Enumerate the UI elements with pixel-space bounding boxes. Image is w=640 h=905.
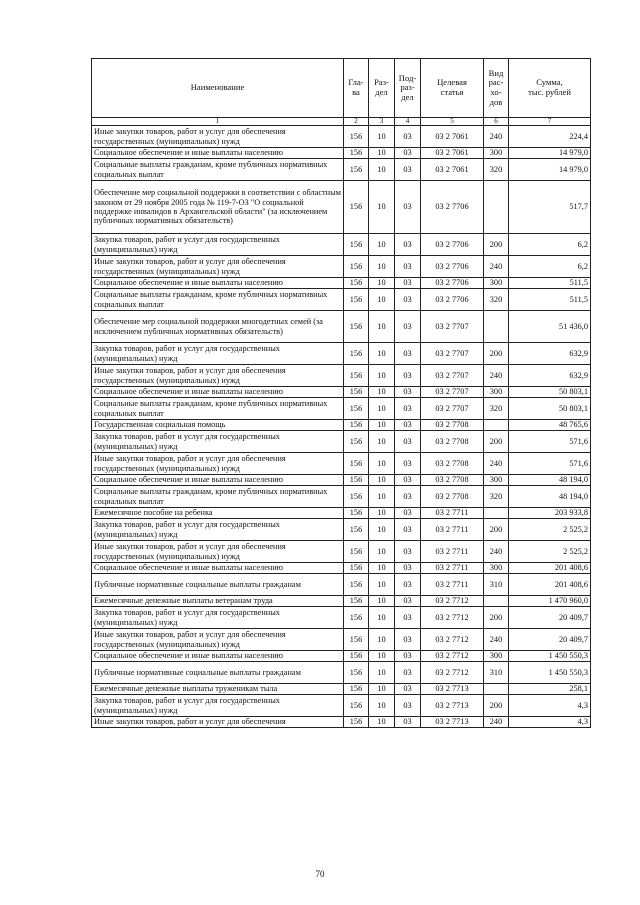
column-number-row [92, 118, 591, 126]
cell-razdel: 10 [369, 607, 395, 629]
cell-podrazdel: 03 [395, 278, 421, 289]
table-row [92, 596, 591, 607]
table-row [92, 475, 591, 486]
cell-glava: 156 [344, 453, 369, 475]
cell-glava: 156 [344, 420, 369, 431]
table-row [92, 453, 591, 475]
cell-sum: 4,3 [509, 695, 591, 717]
cell-article: 03 2 7707 [421, 343, 484, 365]
cell-razdel: 10 [369, 311, 395, 343]
cell-podrazdel: 03 [395, 717, 421, 728]
cell-name: Ежемесячное пособие на ребенка [92, 508, 344, 519]
cell-vid: 240 [484, 717, 509, 728]
cell-podrazdel: 03 [395, 684, 421, 695]
cell-glava: 156 [344, 486, 369, 508]
cell-sum: 4,3 [509, 717, 591, 728]
cell-podrazdel: 03 [395, 126, 421, 148]
table-row [92, 563, 591, 574]
cell-glava: 156 [344, 717, 369, 728]
cell-name: Публичные нормативные социальные выплаты гражданам [92, 662, 344, 684]
cell-glava: 156 [344, 508, 369, 519]
cell-name: Иные закупки товаров, работ и услуг для обеспечения государственных (муниципальных) нужд [92, 629, 344, 651]
cell-podrazdel: 03 [395, 629, 421, 651]
cell-razdel: 10 [369, 629, 395, 651]
col-number: 2 [344, 118, 369, 126]
table-row [92, 486, 591, 508]
cell-sum: 571,6 [509, 453, 591, 475]
cell-razdel: 10 [369, 453, 395, 475]
cell-razdel: 10 [369, 486, 395, 508]
cell-razdel: 10 [369, 541, 395, 563]
cell-name: Обеспечение мер социальной поддержки в соответствии с областным законом от 29 ноября 2005 года № 119-7-ОЗ "О социальной поддержке инвалидов в Архангельской области" (за исключением публичных нормативных обязательств) [92, 181, 344, 234]
cell-vid: 200 [484, 695, 509, 717]
cell-podrazdel: 03 [395, 311, 421, 343]
cell-vid [484, 181, 509, 234]
table-row [92, 607, 591, 629]
cell-razdel: 10 [369, 596, 395, 607]
cell-vid: 300 [484, 148, 509, 159]
cell-razdel: 10 [369, 365, 395, 387]
cell-glava: 156 [344, 398, 369, 420]
cell-razdel: 10 [369, 684, 395, 695]
cell-podrazdel: 03 [395, 256, 421, 278]
table-row [92, 289, 591, 311]
cell-name: Иные закупки товаров, работ и услуг для обеспечения государственных (муниципальных) нужд [92, 126, 344, 148]
cell-name: Иные закупки товаров, работ и услуг для обеспечения [92, 717, 344, 728]
cell-razdel: 10 [369, 695, 395, 717]
cell-glava: 156 [344, 311, 369, 343]
table-row [92, 256, 591, 278]
cell-name: Иные закупки товаров, работ и услуг для обеспечения государственных (муниципальных) нужд [92, 256, 344, 278]
cell-sum: 50 803,1 [509, 387, 591, 398]
cell-name: Социальные выплаты гражданам, кроме публичных нормативных социальных выплат [92, 398, 344, 420]
cell-podrazdel: 03 [395, 651, 421, 662]
table-row [92, 541, 591, 563]
cell-sum: 511,5 [509, 278, 591, 289]
cell-podrazdel: 03 [395, 475, 421, 486]
cell-vid: 320 [484, 486, 509, 508]
cell-sum: 1 450 550,3 [509, 651, 591, 662]
cell-article: 03 2 7712 [421, 662, 484, 684]
col-number: 3 [369, 118, 395, 126]
cell-sum: 6,2 [509, 256, 591, 278]
cell-vid [484, 508, 509, 519]
cell-razdel: 10 [369, 662, 395, 684]
cell-sum: 224,4 [509, 126, 591, 148]
cell-sum: 2 525,2 [509, 519, 591, 541]
cell-glava: 156 [344, 519, 369, 541]
cell-podrazdel: 03 [395, 508, 421, 519]
cell-razdel: 10 [369, 148, 395, 159]
cell-vid: 320 [484, 398, 509, 420]
cell-podrazdel: 03 [395, 453, 421, 475]
header-article: Целевая статья [421, 59, 484, 118]
col-number: 7 [509, 118, 591, 126]
cell-podrazdel: 03 [395, 519, 421, 541]
cell-sum: 258,1 [509, 684, 591, 695]
cell-name: Закупка товаров, работ и услуг для государственных (муниципальных) нужд [92, 343, 344, 365]
cell-podrazdel: 03 [395, 159, 421, 181]
cell-razdel: 10 [369, 387, 395, 398]
cell-sum: 50 803,1 [509, 398, 591, 420]
cell-name: Закупка товаров, работ и услуг для государственных (муниципальных) нужд [92, 431, 344, 453]
table-row [92, 234, 591, 256]
table-row [92, 508, 591, 519]
cell-vid: 300 [484, 387, 509, 398]
cell-article: 03 2 7711 [421, 574, 484, 596]
cell-glava: 156 [344, 159, 369, 181]
cell-article: 03 2 7712 [421, 607, 484, 629]
cell-vid: 240 [484, 126, 509, 148]
cell-vid: 300 [484, 475, 509, 486]
cell-vid: 240 [484, 256, 509, 278]
cell-article: 03 2 7711 [421, 508, 484, 519]
cell-glava: 156 [344, 475, 369, 486]
cell-article: 03 2 7706 [421, 234, 484, 256]
cell-podrazdel: 03 [395, 563, 421, 574]
cell-article: 03 2 7712 [421, 651, 484, 662]
cell-article: 03 2 7712 [421, 629, 484, 651]
cell-razdel: 10 [369, 508, 395, 519]
cell-glava: 156 [344, 148, 369, 159]
cell-glava: 156 [344, 234, 369, 256]
cell-article: 03 2 7708 [421, 486, 484, 508]
cell-vid: 200 [484, 234, 509, 256]
cell-razdel: 10 [369, 289, 395, 311]
cell-article: 03 2 7061 [421, 148, 484, 159]
cell-sum: 201 408,6 [509, 563, 591, 574]
cell-razdel: 10 [369, 563, 395, 574]
cell-sum: 48 765,6 [509, 420, 591, 431]
cell-glava: 156 [344, 574, 369, 596]
cell-sum: 511,5 [509, 289, 591, 311]
table-row [92, 278, 591, 289]
cell-sum: 14 979,0 [509, 148, 591, 159]
cell-podrazdel: 03 [395, 234, 421, 256]
cell-glava: 156 [344, 431, 369, 453]
header-razdel: Раз- дел [369, 59, 395, 118]
cell-vid: 240 [484, 365, 509, 387]
cell-razdel: 10 [369, 398, 395, 420]
cell-article: 03 2 7706 [421, 256, 484, 278]
cell-sum: 571,6 [509, 431, 591, 453]
table-row [92, 387, 591, 398]
cell-vid [484, 596, 509, 607]
cell-vid [484, 311, 509, 343]
cell-sum: 14 979,0 [509, 159, 591, 181]
cell-vid: 310 [484, 662, 509, 684]
cell-vid: 300 [484, 278, 509, 289]
cell-podrazdel: 03 [395, 398, 421, 420]
cell-sum: 20 409,7 [509, 629, 591, 651]
col-number: 1 [92, 118, 344, 126]
cell-name: Обеспечение мер социальной поддержки многодетных семей (за исключением публичных нормативных обязательств) [92, 311, 344, 343]
cell-article: 03 2 7713 [421, 695, 484, 717]
col-number: 5 [421, 118, 484, 126]
cell-vid: 200 [484, 519, 509, 541]
cell-name: Социальное обеспечение и иные выплаты населению [92, 475, 344, 486]
cell-razdel: 10 [369, 431, 395, 453]
table-row [92, 651, 591, 662]
cell-podrazdel: 03 [395, 420, 421, 431]
cell-article: 03 2 7708 [421, 453, 484, 475]
cell-podrazdel: 03 [395, 289, 421, 311]
cell-vid: 240 [484, 541, 509, 563]
cell-article: 03 2 7061 [421, 126, 484, 148]
cell-name: Иные закупки товаров, работ и услуг для обеспечения государственных (муниципальных) нужд [92, 365, 344, 387]
cell-razdel: 10 [369, 574, 395, 596]
cell-name: Социальное обеспечение и иные выплаты населению [92, 148, 344, 159]
cell-razdel: 10 [369, 126, 395, 148]
cell-name: Закупка товаров, работ и услуг для государственных (муниципальных) нужд [92, 234, 344, 256]
cell-article: 03 2 7711 [421, 519, 484, 541]
header-glava: Гла- ва [344, 59, 369, 118]
cell-vid: 200 [484, 343, 509, 365]
cell-article: 03 2 7708 [421, 475, 484, 486]
document-page [91, 58, 590, 728]
cell-podrazdel: 03 [395, 486, 421, 508]
page-number: 70 [315, 869, 325, 879]
table-row [92, 365, 591, 387]
cell-sum: 632,9 [509, 365, 591, 387]
cell-podrazdel: 03 [395, 365, 421, 387]
col-number: 4 [395, 118, 421, 126]
cell-article: 03 2 7708 [421, 420, 484, 431]
cell-sum: 517,7 [509, 181, 591, 234]
table-row [92, 420, 591, 431]
table-row [92, 629, 591, 651]
cell-glava: 156 [344, 695, 369, 717]
cell-glava: 156 [344, 278, 369, 289]
cell-name: Социальные выплаты гражданам, кроме публичных нормативных социальных выплат [92, 159, 344, 181]
cell-article: 03 2 7707 [421, 398, 484, 420]
cell-article: 03 2 7708 [421, 431, 484, 453]
cell-article: 03 2 7711 [421, 563, 484, 574]
cell-name: Ежемесячные денежные выплаты труженикам тыла [92, 684, 344, 695]
cell-vid [484, 420, 509, 431]
cell-razdel: 10 [369, 343, 395, 365]
table-row [92, 343, 591, 365]
cell-sum: 20 409,7 [509, 607, 591, 629]
cell-sum: 48 194,0 [509, 475, 591, 486]
cell-glava: 156 [344, 596, 369, 607]
cell-vid: 240 [484, 453, 509, 475]
cell-article: 03 2 7706 [421, 278, 484, 289]
cell-podrazdel: 03 [395, 181, 421, 234]
cell-sum: 51 436,0 [509, 311, 591, 343]
cell-name: Социальное обеспечение и иные выплаты населению [92, 651, 344, 662]
cell-razdel: 10 [369, 651, 395, 662]
cell-vid: 320 [484, 159, 509, 181]
cell-glava: 156 [344, 256, 369, 278]
table-row [92, 431, 591, 453]
table-row [92, 717, 591, 728]
cell-razdel: 10 [369, 717, 395, 728]
cell-glava: 156 [344, 684, 369, 695]
cell-podrazdel: 03 [395, 695, 421, 717]
cell-podrazdel: 03 [395, 596, 421, 607]
cell-glava: 156 [344, 629, 369, 651]
cell-name: Закупка товаров, работ и услуг для государственных (муниципальных) нужд [92, 607, 344, 629]
cell-article: 03 2 7707 [421, 311, 484, 343]
cell-name: Закупка товаров, работ и услуг для государственных (муниципальных) нужд [92, 519, 344, 541]
cell-name: Иные закупки товаров, работ и услуг для обеспечения государственных (муниципальных) нужд [92, 453, 344, 475]
table-row [92, 126, 591, 148]
cell-name: Публичные нормативные социальные выплаты гражданам [92, 574, 344, 596]
cell-vid: 300 [484, 563, 509, 574]
header-sum: Сумма, тыс. рублей [509, 59, 591, 118]
cell-name: Иные закупки товаров, работ и услуг для обеспечения государственных (муниципальных) нужд [92, 541, 344, 563]
cell-sum: 2 525,2 [509, 541, 591, 563]
cell-podrazdel: 03 [395, 541, 421, 563]
cell-sum: 1 450 550,3 [509, 662, 591, 684]
table-row [92, 311, 591, 343]
cell-glava: 156 [344, 126, 369, 148]
cell-glava: 156 [344, 541, 369, 563]
cell-article: 03 2 7707 [421, 365, 484, 387]
cell-vid: 300 [484, 651, 509, 662]
cell-glava: 156 [344, 651, 369, 662]
cell-name: Социальное обеспечение и иные выплаты населению [92, 387, 344, 398]
cell-razdel: 10 [369, 256, 395, 278]
cell-vid: 200 [484, 431, 509, 453]
cell-name: Социальные выплаты гражданам, кроме публичных нормативных социальных выплат [92, 289, 344, 311]
budget-table [91, 58, 591, 728]
cell-glava: 156 [344, 662, 369, 684]
cell-vid: 310 [484, 574, 509, 596]
header-name: Наименование [92, 59, 344, 118]
table-row [92, 574, 591, 596]
cell-name: Ежемесячные денежные выплаты ветеранам труда [92, 596, 344, 607]
cell-sum: 1 470 960,0 [509, 596, 591, 607]
cell-podrazdel: 03 [395, 148, 421, 159]
cell-article: 03 2 7711 [421, 541, 484, 563]
cell-sum: 201 408,6 [509, 574, 591, 596]
cell-podrazdel: 03 [395, 387, 421, 398]
cell-podrazdel: 03 [395, 431, 421, 453]
cell-razdel: 10 [369, 159, 395, 181]
table-row [92, 159, 591, 181]
cell-razdel: 10 [369, 519, 395, 541]
table-row [92, 148, 591, 159]
cell-vid: 240 [484, 629, 509, 651]
table-row [92, 695, 591, 717]
cell-razdel: 10 [369, 420, 395, 431]
cell-razdel: 10 [369, 181, 395, 234]
cell-glava: 156 [344, 289, 369, 311]
cell-vid: 320 [484, 289, 509, 311]
cell-glava: 156 [344, 365, 369, 387]
cell-article: 03 2 7706 [421, 289, 484, 311]
cell-article: 03 2 7706 [421, 181, 484, 234]
table-row [92, 662, 591, 684]
cell-sum: 6,2 [509, 234, 591, 256]
cell-name: Закупка товаров, работ и услуг для государственных (муниципальных) нужд [92, 695, 344, 717]
cell-name: Социальное обеспечение и иные выплаты населению [92, 278, 344, 289]
cell-article: 03 2 7713 [421, 717, 484, 728]
cell-razdel: 10 [369, 234, 395, 256]
cell-razdel: 10 [369, 475, 395, 486]
cell-podrazdel: 03 [395, 343, 421, 365]
cell-glava: 156 [344, 181, 369, 234]
cell-sum: 632,9 [509, 343, 591, 365]
table-row [92, 398, 591, 420]
col-number: 6 [484, 118, 509, 126]
cell-glava: 156 [344, 387, 369, 398]
cell-vid [484, 684, 509, 695]
cell-glava: 156 [344, 343, 369, 365]
table-row [92, 181, 591, 234]
cell-name: Социальное обеспечение и иные выплаты населению [92, 563, 344, 574]
cell-podrazdel: 03 [395, 607, 421, 629]
header-vid: Вид рас- хо- дов [484, 59, 509, 118]
cell-article: 03 2 7061 [421, 159, 484, 181]
cell-name: Социальные выплаты гражданам, кроме публичных нормативных социальных выплат [92, 486, 344, 508]
cell-podrazdel: 03 [395, 662, 421, 684]
table-row [92, 519, 591, 541]
cell-article: 03 2 7712 [421, 596, 484, 607]
cell-name: Государственная социальная помощь [92, 420, 344, 431]
header-podrazdel: Под- раз- дел [395, 59, 421, 118]
table-row [92, 684, 591, 695]
cell-article: 03 2 7713 [421, 684, 484, 695]
cell-article: 03 2 7707 [421, 387, 484, 398]
table-header-row [92, 59, 591, 118]
cell-sum: 48 194,0 [509, 486, 591, 508]
cell-sum: 203 933,8 [509, 508, 591, 519]
cell-glava: 156 [344, 607, 369, 629]
cell-podrazdel: 03 [395, 574, 421, 596]
table-body [92, 126, 591, 728]
cell-vid: 200 [484, 607, 509, 629]
cell-glava: 156 [344, 563, 369, 574]
cell-razdel: 10 [369, 278, 395, 289]
